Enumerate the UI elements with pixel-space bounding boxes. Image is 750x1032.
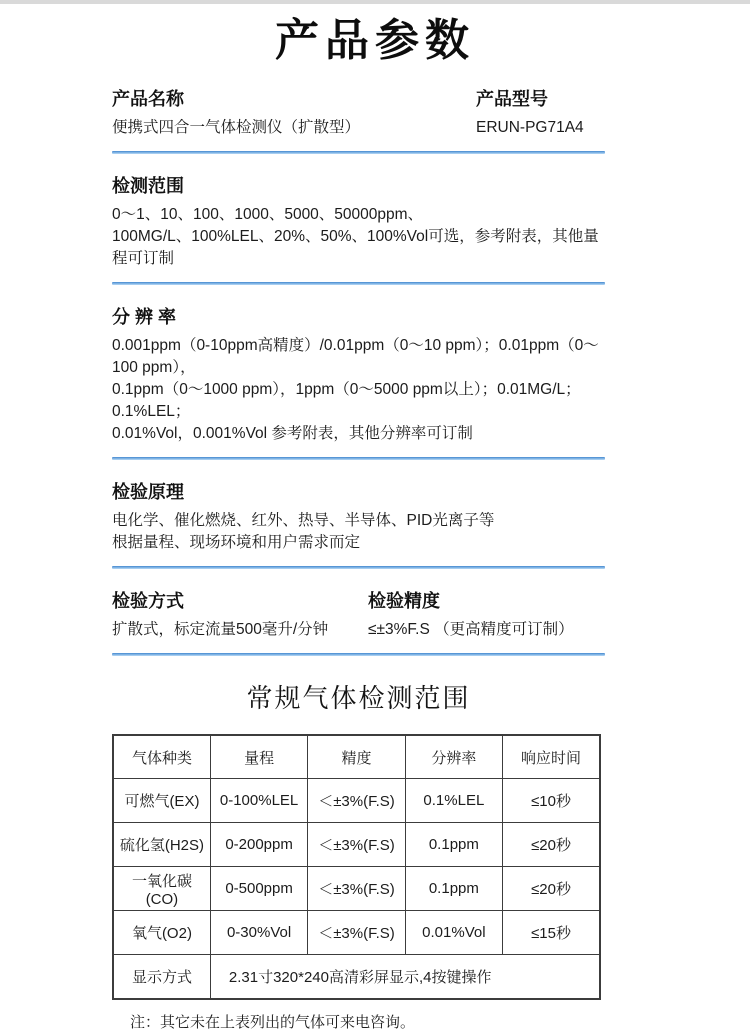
header-accuracy: 精度 <box>308 735 405 779</box>
resolution-line-3: 0.01%Vol，0.001%Vol 参考附表，其他分辨率可订制 <box>112 424 473 442</box>
section-product <box>112 90 605 139</box>
section-resolution <box>112 308 605 445</box>
product-name-value: 便携式四合一气体检测仪（扩散型） <box>112 118 361 136</box>
detection-range-body <box>112 204 605 270</box>
table-row <box>113 911 600 955</box>
product-model-block <box>368 90 605 139</box>
cell-accuracy: ＜±3%(F.S) <box>308 779 405 823</box>
accuracy-block <box>368 592 605 641</box>
principle-heading: 检验原理 <box>112 481 184 502</box>
gas-table-header-row <box>113 735 600 779</box>
cell-resolution: 0.01%Vol <box>405 911 502 955</box>
product-model-label: 产品型号 <box>476 88 548 109</box>
cell-range: 0-30%Vol <box>210 911 307 955</box>
method-block <box>112 592 368 641</box>
gas-table <box>112 734 601 1000</box>
header-resolution: 分辨率 <box>405 735 502 779</box>
content-area <box>112 90 605 1032</box>
section-divider <box>112 151 605 154</box>
principle-line-1: 电化学、催化燃烧、红外、热导、半导体、PID光离子等 <box>112 511 495 529</box>
product-model-value: ERUN-PG71A4 <box>476 118 584 136</box>
product-name-label: 产品名称 <box>112 88 184 109</box>
cell-gas-type: 一氧化碳(CO) <box>113 867 210 911</box>
table-row <box>113 867 600 911</box>
cell-resolution: 0.1ppm <box>405 867 502 911</box>
header-response-time: 响应时间 <box>503 735 600 779</box>
method-value: 扩散式，标定流量500毫升/分钟 <box>112 620 329 638</box>
resolution-line-1: 0.001ppm（0-10ppm高精度）/0.01ppm（0～10 ppm）；0.01ppm（0～100 ppm）， <box>112 336 599 376</box>
detection-range-heading: 检测范围 <box>112 175 184 196</box>
cell-display-value: 2.31寸320*240高清彩屏显示,4按键操作 <box>210 955 600 999</box>
cell-resolution: 0.1ppm <box>405 823 502 867</box>
section-divider <box>112 566 605 569</box>
cell-range: 0-200ppm <box>210 823 307 867</box>
cell-accuracy: ＜±3%(F.S) <box>308 823 405 867</box>
section-detection-range <box>112 177 605 270</box>
product-name-block <box>112 90 368 139</box>
footnote: 注：其它未在上表列出的气体可来电咨询。 <box>130 1013 416 1031</box>
cell-range: 0-100%LEL <box>210 779 307 823</box>
detection-range-line-1: 0～1、10、100、1000、5000、50000ppm、 <box>112 205 424 223</box>
cell-accuracy: ＜±3%(F.S) <box>308 911 405 955</box>
page-title: 产品参数 <box>275 16 475 65</box>
resolution-heading: 分 辨 率 <box>112 306 177 327</box>
cell-range: 0-500ppm <box>210 867 307 911</box>
top-strip <box>0 0 750 4</box>
cell-display-label: 显示方式 <box>113 955 210 999</box>
detection-range-line-2: 100MG/L、100%LEL、20%、50%、100%Vol可选，参考附表，其他量程可订制 <box>112 227 599 267</box>
cell-response-time: ≤20秒 <box>503 823 600 867</box>
principle-body <box>112 510 605 554</box>
resolution-line-2: 0.1ppm（0～1000 ppm），1ppm（0～5000 ppm以上）；0.01MG/L；0.1%LEL； <box>112 380 581 420</box>
cell-gas-type: 氧气(O2) <box>113 911 210 955</box>
accuracy-heading: 检验精度 <box>368 590 440 611</box>
header-gas-type: 气体种类 <box>113 735 210 779</box>
section-divider <box>112 653 605 656</box>
cell-gas-type: 可燃气(EX) <box>113 779 210 823</box>
section-principle <box>112 483 605 554</box>
cell-resolution: 0.1%LEL <box>405 779 502 823</box>
table-row <box>113 779 600 823</box>
cell-response-time: ≤15秒 <box>503 911 600 955</box>
section-method-accuracy <box>112 592 605 641</box>
principle-line-2: 根据量程、现场环境和用户需求而定 <box>112 533 361 551</box>
gas-table-title: 常规气体检测范围 <box>246 682 471 713</box>
table-row <box>113 823 600 867</box>
resolution-body <box>112 335 605 445</box>
cell-gas-type: 硫化氢(H2S) <box>113 823 210 867</box>
section-divider <box>112 282 605 285</box>
cell-response-time: ≤20秒 <box>503 867 600 911</box>
header-range: 量程 <box>210 735 307 779</box>
accuracy-value: ≤±3%F.S （更高精度可订制） <box>368 620 574 638</box>
cell-response-time: ≤10秒 <box>503 779 600 823</box>
section-divider <box>112 457 605 460</box>
method-heading: 检验方式 <box>112 590 184 611</box>
cell-accuracy: ＜±3%(F.S) <box>308 867 405 911</box>
